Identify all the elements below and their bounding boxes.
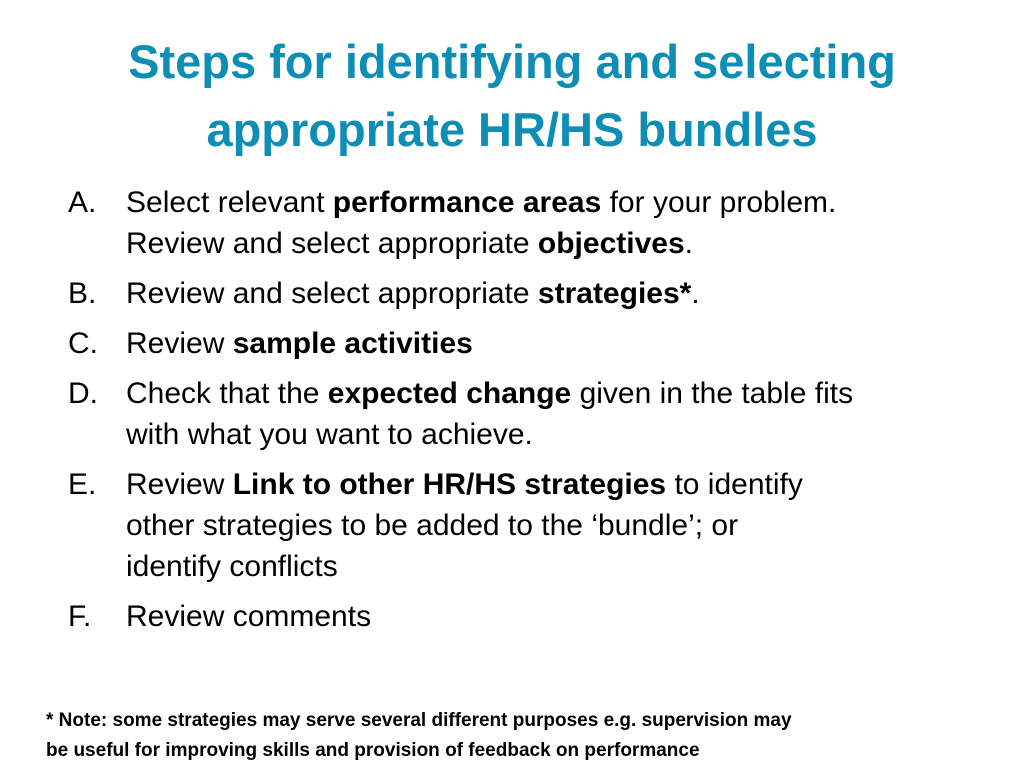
step-text: [126, 596, 988, 637]
step-text-segment: with what you want to achieve.: [126, 418, 533, 451]
step-text: [126, 373, 988, 455]
step-text-line: [126, 373, 988, 414]
step-letter: A.: [68, 186, 97, 219]
step-item: [68, 373, 988, 455]
step-text-line: [126, 414, 988, 455]
step-text-segment: Review: [126, 468, 233, 501]
step-text-segment: .: [691, 277, 700, 310]
step-emphasis: strategies*: [537, 277, 692, 310]
step-item: [68, 273, 988, 314]
footnote-line-2: be useful for improving skills and provision of feedback on performance: [46, 740, 700, 761]
step-emphasis: expected change: [327, 377, 572, 410]
step-text: [126, 273, 988, 314]
footnote: [46, 706, 1006, 766]
step-emphasis: sample activities: [232, 327, 473, 360]
step-text-segment: .: [684, 227, 693, 260]
step-letter: E.: [68, 468, 97, 501]
step-text-line: [126, 464, 988, 505]
step-text: [126, 323, 988, 364]
step-text-segment: given in the table fits: [571, 377, 854, 410]
step-emphasis: objectives: [537, 227, 685, 260]
step-letter: F.: [68, 600, 92, 633]
step-letter: B.: [68, 277, 97, 310]
step-emphasis: performance areas: [332, 186, 602, 219]
step-text-segment: Review and select appropriate: [126, 227, 538, 260]
step-text-line: [126, 182, 988, 223]
footnote-line-1: * Note: some strategies may serve several different purposes e.g. supervision may: [46, 710, 792, 731]
step-text-segment: other strategies to be added to the ‘bundle’; or: [126, 509, 739, 542]
step-text-segment: Select relevant: [126, 186, 333, 219]
steps-list: [68, 182, 988, 646]
title-line-1: Steps for identifying and selecting: [128, 35, 896, 88]
step-text: [126, 182, 988, 264]
step-text-line: [126, 323, 988, 364]
step-text-segment: Review comments: [126, 600, 372, 633]
step-text-segment: Check that the: [126, 377, 328, 410]
step-text-segment: identify conflicts: [126, 550, 338, 583]
step-text-segment: Review: [126, 327, 233, 360]
step-letter: C.: [68, 327, 98, 360]
step-text-line: [126, 223, 988, 264]
slide-title: [0, 28, 1024, 164]
step-text-line: [126, 546, 988, 587]
step-item: [68, 596, 988, 637]
step-emphasis: Link to other HR/HS strategies: [232, 468, 667, 501]
step-text-line: [126, 505, 988, 546]
step-text: [126, 464, 988, 587]
step-text-segment: Review and select appropriate: [126, 277, 538, 310]
step-item: [68, 464, 988, 587]
step-text-line: [126, 273, 988, 314]
step-letter: D.: [68, 377, 98, 410]
title-line-2: appropriate HR/HS bundles: [206, 103, 818, 156]
step-text-segment: for your problem.: [601, 186, 837, 219]
step-text-line: [126, 596, 988, 637]
step-item: [68, 323, 988, 364]
step-text-segment: to identify: [666, 468, 803, 501]
step-item: [68, 182, 988, 264]
